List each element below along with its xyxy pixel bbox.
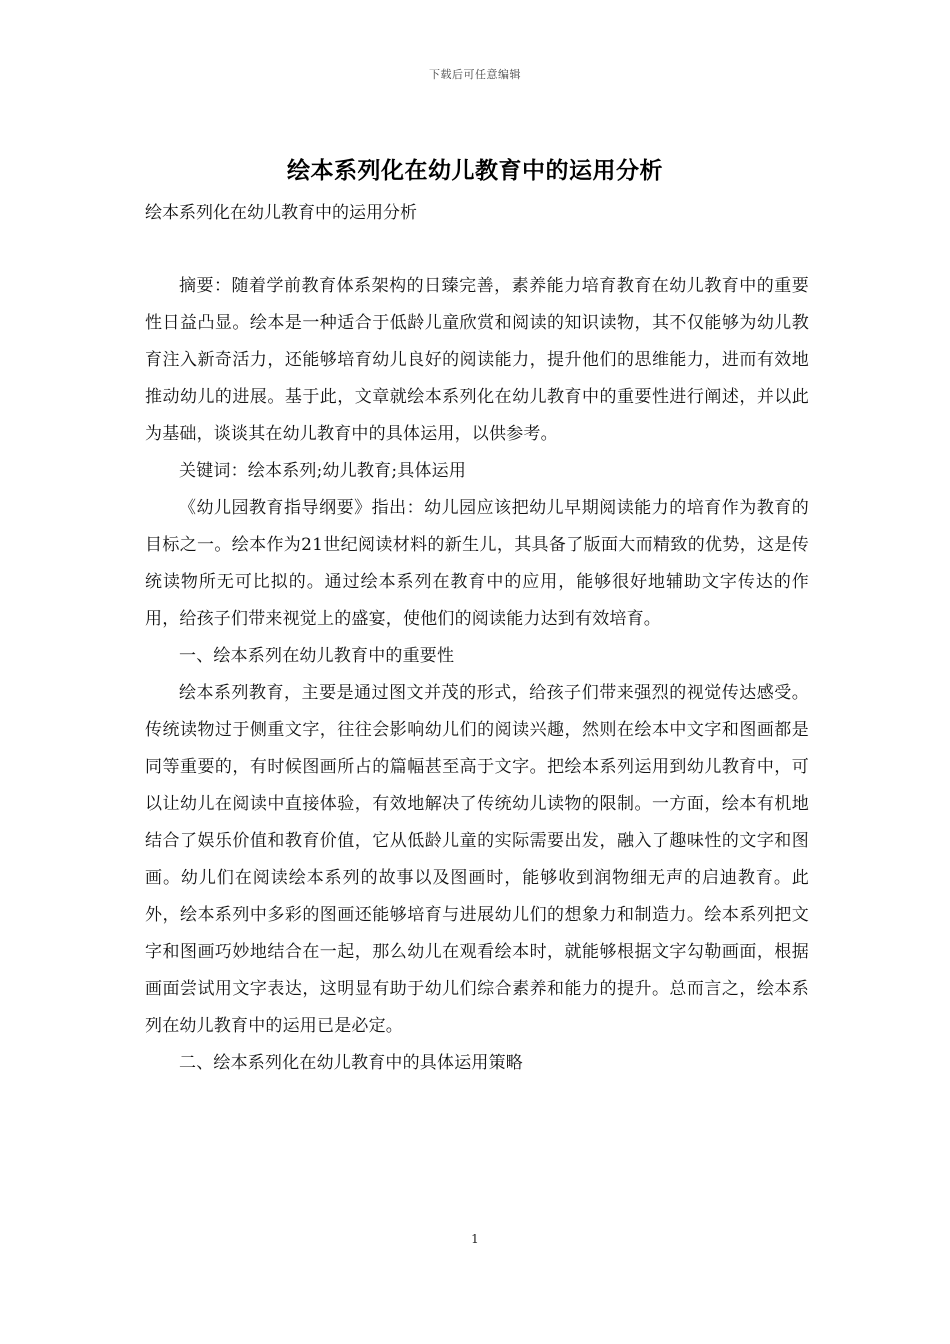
section-heading-2: 二、绘本系列化在幼儿教育中的具体运用策略 bbox=[179, 1053, 523, 1073]
section-heading-1: 一、绘本系列在幼儿教育中的重要性 bbox=[179, 646, 455, 666]
document-title: 绘本系列化在幼儿教育中的运用分析 bbox=[287, 158, 663, 184]
header-note: 下载后可任意编辑 bbox=[429, 68, 521, 81]
page-number: 1 bbox=[471, 1232, 479, 1246]
keywords-paragraph: 关键词：绘本系列;幼儿教育;具体运用 bbox=[179, 461, 467, 481]
document-subtitle: 绘本系列化在幼儿教育中的运用分析 bbox=[145, 203, 417, 223]
abstract-paragraph: 摘要：随着学前教育体系架构的日臻完善，素养能力培育教育在幼儿教育中的重要性日益凸显。绘本是一种适合于低龄儿童欣赏和阅读的知识读物，其不仅能够为幼儿教育注入新奇活力，还能够培育幼儿良好的阅读能力，提升他们的思维能力，进而有效地推动幼儿的进展。基于此，文章就绘本系列化在幼儿教育中的重要性进行阐述，并以此为基础，谈谈其在幼儿教育中的具体运用，以供参考。 bbox=[145, 276, 809, 444]
intro-paragraph: 《幼儿园教育指导纲要》指出：幼儿园应该把幼儿早期阅读能力的培育作为教育的目标之一。绘本作为21世纪阅读材料的新生儿，其具备了版面大而精致的优势，这是传统读物所无可比拟的。通过绘本系列在教育中的应用，能够很好地辅助文字传达的作用，给孩子们带来视觉上的盛宴，使他们的阅读能力达到有效培育。 bbox=[145, 498, 809, 629]
section-body-1: 绘本系列教育，主要是通过图文并茂的形式，给孩子们带来强烈的视觉传达感受。传统读物过于侧重文字，往往会影响幼儿们的阅读兴趣，然则在绘本中文字和图画都是同等重要的，有时候图画所占的篇幅甚至高于文字。把绘本系列运用到幼儿教育中，可以让幼儿在阅读中直接体验，有效地解决了传统幼儿读物的限制。一方面，绘本有机地结合了娱乐价值和教育价值，它从低龄儿童的实际需要出发，融入了趣味性的文字和图画。幼儿们在阅读绘本系列的故事以及图画时，能够收到润物细无声的启迪教育。此外，绘本系列中多彩的图画还能够培育与进展幼儿们的想象力和制造力。绘本系列把文字和图画巧妙地结合在一起，那么幼儿在观看绘本时，就能够根据文字勾勒画面，根据画面尝试用文字表达，这明显有助于幼儿们综合素养和能力的提升。总而言之，绘本系列在幼儿教育中的运用已是必定。 bbox=[145, 683, 809, 1036]
document-body bbox=[145, 268, 809, 1082]
